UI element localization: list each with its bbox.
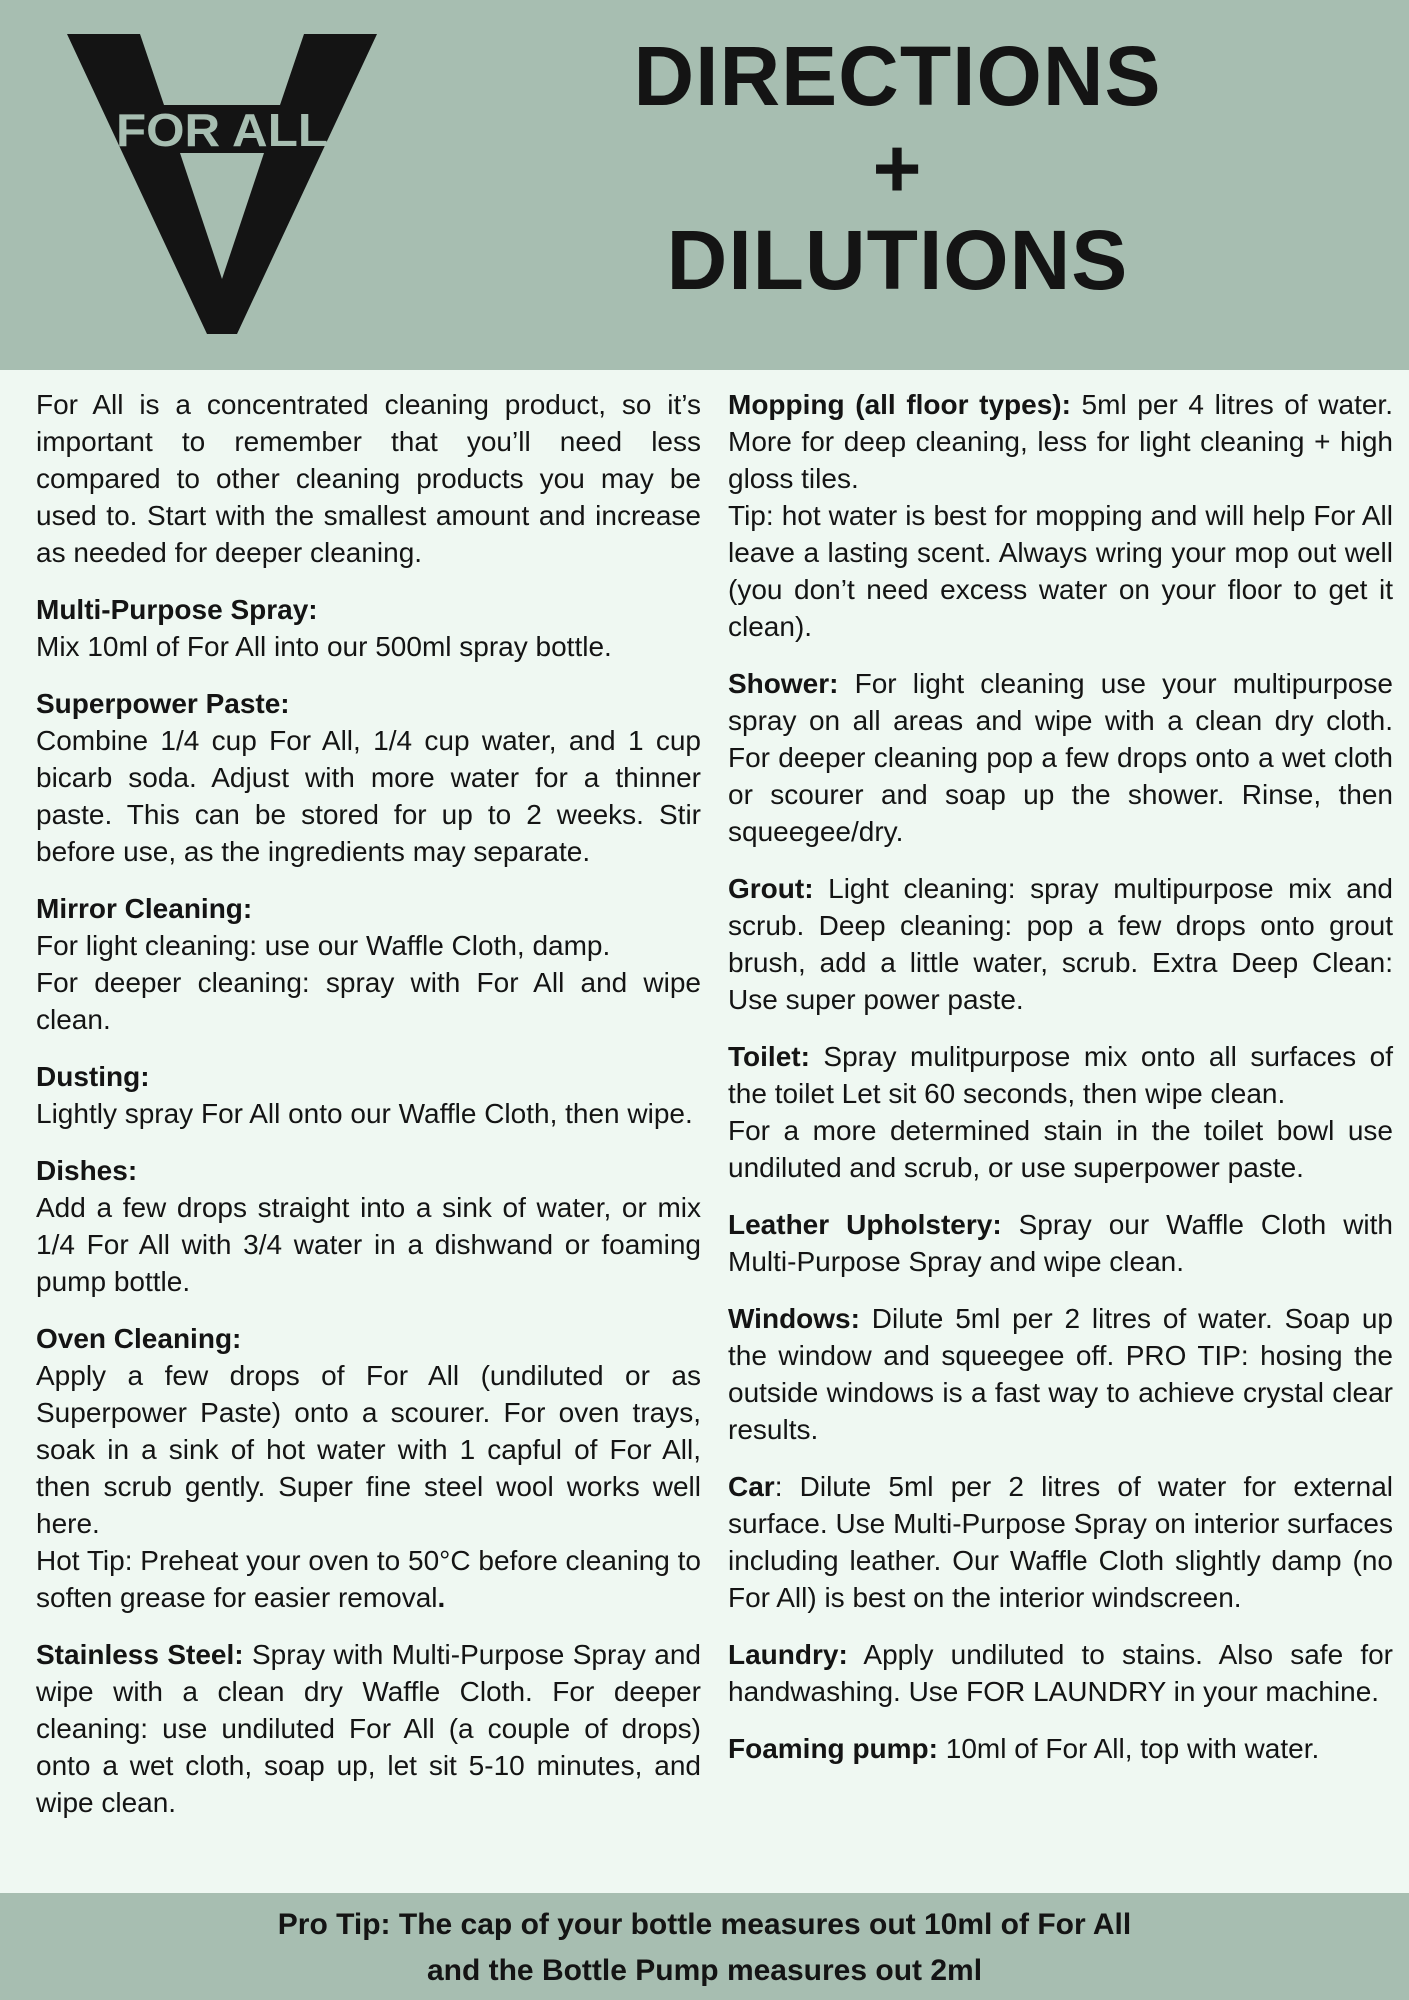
section-text: . <box>437 1582 446 1613</box>
column-right <box>728 386 1393 1893</box>
section <box>728 386 1393 645</box>
brand-logo <box>67 34 377 334</box>
section-heading: Dishes: <box>36 1155 138 1186</box>
section-text: Apply undiluted to stains. Also safe for handwashing. Use FOR LAUNDRY in your machine. <box>728 1639 1393 1707</box>
section-heading: Oven Cleaning: <box>36 1323 242 1354</box>
section <box>728 1468 1393 1616</box>
page-title <box>400 30 1395 306</box>
section-text: Spray mulitpurpose mix onto all surfaces of the toilet Let sit 60 seconds, then wipe clean. <box>728 1041 1393 1109</box>
section-heading: Mopping (all floor types): <box>728 389 1071 420</box>
section <box>728 1300 1393 1448</box>
section-heading: Superpower Paste: <box>36 688 290 719</box>
title-line-directions: DIRECTIONS <box>633 29 1162 123</box>
section-heading: Foaming pump: <box>728 1733 938 1764</box>
section-heading: Leather Upholstery: <box>728 1209 1002 1240</box>
section-text: Spray our Waffle Cloth with Multi-Purpose Spray and wipe clean. <box>728 1209 1393 1277</box>
section-text: For light cleaning: use our Waffle Cloth, damp. <box>36 930 611 961</box>
section-text: Spray with Multi-Purpose Spray and wipe with a clean dry Waffle Cloth. For deeper cleaning: use undiluted For All (a couple of drops) onto a wet cloth, soap up, let sit 5-10 minutes, and wipe clean. <box>36 1639 701 1818</box>
section-text: For All is a concentrated cleaning product, so it’s important to remember that you’ll need less compared to other cleaning products you may be used to. Start with the smallest amount and increase as needed for deeper cleaning. <box>36 389 701 568</box>
section-text: For a more determined stain in the toilet bowl use undiluted and scrub, or use superpower paste. <box>728 1115 1393 1183</box>
section <box>728 1206 1393 1280</box>
header <box>0 0 1409 370</box>
title-line-plus: + <box>872 121 923 215</box>
section-text: Mix 10ml of For All into our 500ml spray bottle. <box>36 631 612 662</box>
section <box>36 1152 701 1300</box>
section-heading: Grout: <box>728 873 814 904</box>
section-heading: Car <box>728 1471 775 1502</box>
section-text: Light cleaning: spray multipurpose mix and scrub. Deep cleaning: pop a few drops onto grout brush, add a little water, scrub. Extra Deep Clean: Use super power paste. <box>728 873 1393 1015</box>
section-text: Add a few drops straight into a sink of water, or mix 1/4 For All with 3/4 water in a dishwand or foaming pump bottle. <box>36 1192 701 1297</box>
section-heading: Stainless Steel: <box>36 1639 244 1670</box>
section-heading: Multi-Purpose Spray: <box>36 594 318 625</box>
section <box>728 1730 1393 1767</box>
section-text: For deeper cleaning: spray with For All and wipe clean. <box>36 967 701 1035</box>
logo-text: FOR ALL <box>116 104 328 156</box>
section-text: Combine 1/4 cup For All, 1/4 cup water, and 1 cup bicarb soda. Adjust with more water for a thinner paste. This can be stored for up to 2 weeks. Stir before use, as the ingredients may separate. <box>36 725 701 867</box>
section <box>36 1320 701 1616</box>
section-text: Lightly spray For All onto our Waffle Cloth, then wipe. <box>36 1098 693 1129</box>
section-text: 5ml per 4 litres of water. More for deep cleaning, less for light cleaning + high gloss tiles. <box>728 389 1393 494</box>
title-line-dilutions: DILUTIONS <box>666 213 1129 307</box>
section-text: 10ml of For All, top with water. <box>937 1733 1320 1764</box>
section <box>728 1636 1393 1710</box>
section <box>36 890 701 1038</box>
column-left <box>36 386 701 1893</box>
section <box>36 1058 701 1132</box>
section <box>36 1636 701 1821</box>
section-heading: Windows: <box>728 1303 860 1334</box>
directions-body <box>0 370 1409 1893</box>
section-heading: Laundry: <box>728 1639 848 1670</box>
section-text: Hot Tip: Preheat your oven to 50°C before cleaning to soften grease for easier removal <box>36 1545 701 1613</box>
section-heading: Dusting: <box>36 1061 150 1092</box>
section-heading: Mirror Cleaning: <box>36 893 253 924</box>
section <box>728 665 1393 850</box>
pro-tip-line-1: Pro Tip: The cap of your bottle measures out 10ml of For All <box>277 1908 1132 1941</box>
section-text: For light cleaning use your multipurpose spray on all areas and wipe with a clean dry cloth. For deeper cleaning pop a few drops onto a wet cloth or scourer and soap up the shower. Rinse, then squeegee/dry. <box>728 668 1393 847</box>
section <box>36 685 701 870</box>
section-text: Tip: hot water is best for mopping and will help For All leave a lasting scent. Always wring your mop out well (you don’t need excess water on your floor to get it clean). <box>728 500 1393 642</box>
section <box>36 386 701 571</box>
section <box>728 1038 1393 1186</box>
pro-tip-line-2: and the Bottle Pump measures out 2ml <box>426 1954 983 1987</box>
section-heading: Shower: <box>728 668 839 699</box>
inverted-a-logo-icon <box>67 34 377 334</box>
section-text: Dilute 5ml per 2 litres of water. Soap up the window and squeegee off. PRO TIP: hosing the outside windows is a fast way to achieve crystal clear results. <box>728 1303 1393 1445</box>
section-text: Apply a few drops of For All (undiluted or as Superpower Paste) onto a scourer. For oven trays, soak in a sink of hot water with 1 capful of For All, then scrub gently. Super fine steel wool works well here. <box>36 1360 701 1539</box>
section <box>728 870 1393 1018</box>
section <box>36 591 701 665</box>
footer-pro-tip <box>0 1893 1409 2000</box>
section-text: : Dilute 5ml per 2 litres of water for external surface. Use Multi-Purpose Spray on interior surfaces including leather. Our Waffle Cloth slightly damp (no For All) is best on the interior windscreen. <box>728 1471 1393 1613</box>
section-heading: Toilet: <box>728 1041 810 1072</box>
